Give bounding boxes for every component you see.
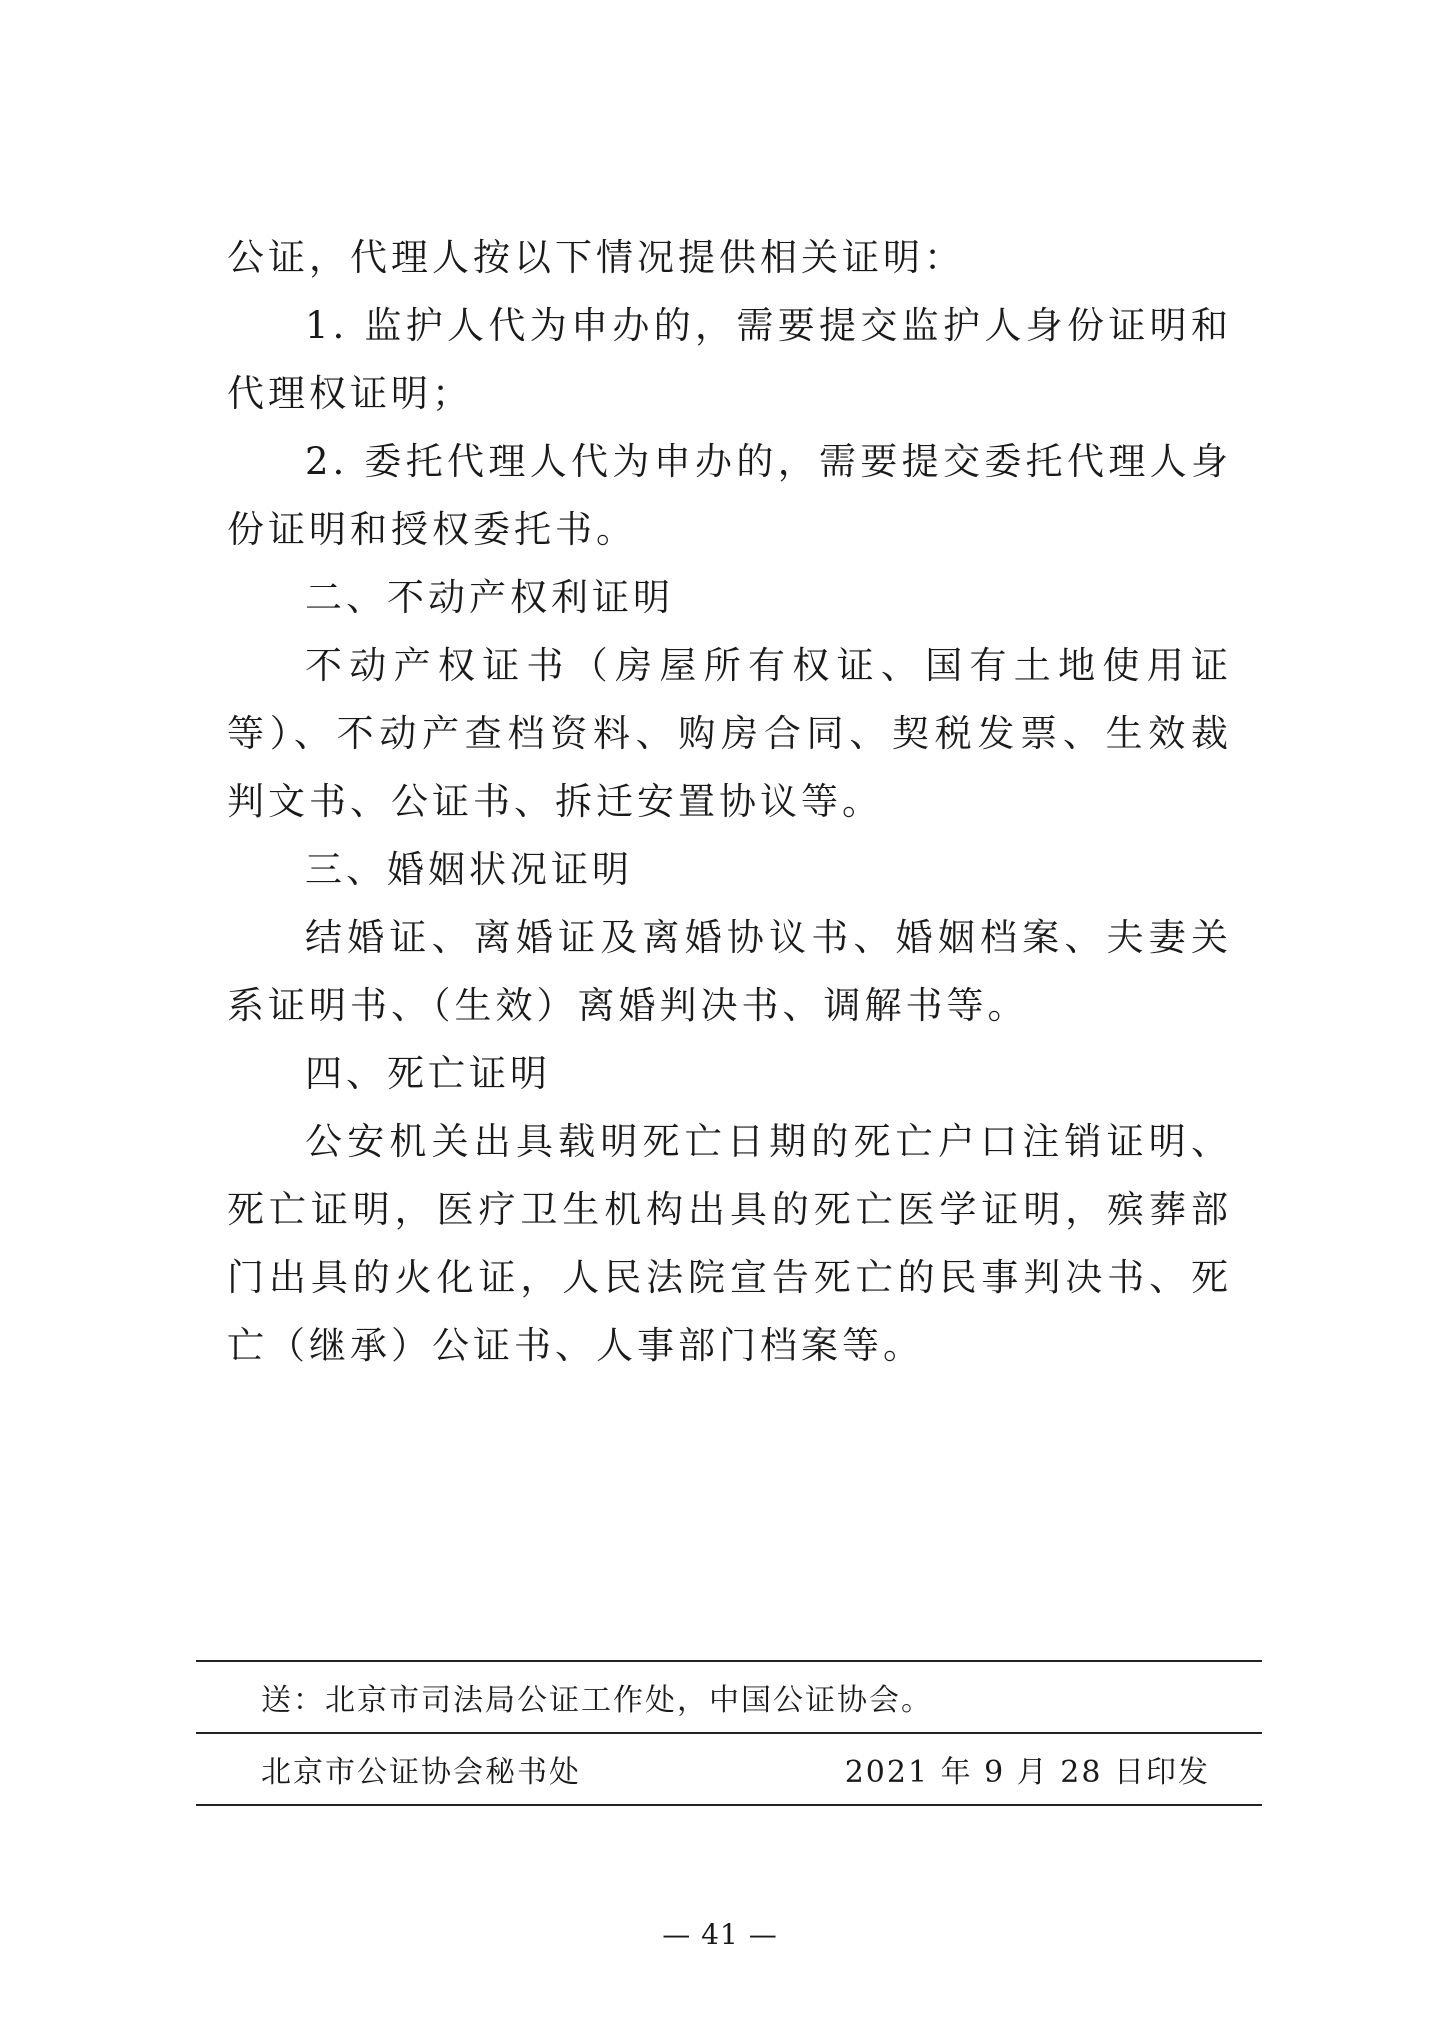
paragraph-death: 公安机关出具载明死亡日期的死亡户口注销证明、死亡证明，医疗卫生机构出具的死亡医学证明，殡葬部门出具的火化证，人民法院宣告死亡的民事判决书、死亡（继承）公证书、人事部门档案等。 [227, 1120, 1232, 1367]
footer-issue-date: 2021 年 9 月 28 日印发 [844, 1755, 1210, 1790]
paragraph-continuation: 公证，代理人按以下情况提供相关证明： [227, 236, 965, 279]
footer-send-to: 送：北京市司法局公证工作处，中国公证协会。 [261, 1683, 933, 1718]
paragraph-property: 不动产权证书（房屋所有权证、国有土地使用证等）、不动产查档资料、购房合同、契税发票、生效裁判文书、公证书、拆迁安置协议等。 [227, 644, 1232, 823]
paragraph-marriage: 结婚证、离婚证及离婚协议书、婚姻档案、夫妻关系证明书、（生效）离婚判决书、调解书等。 [227, 916, 1232, 1027]
footer-send-to-row [196, 1662, 1262, 1732]
section-heading-property: 二、不动产权利证明 [305, 576, 674, 619]
paragraph-item-2: 2. 委托代理人代为申办的，需要提交委托代理人身份证明和授权委托书。 [227, 440, 1232, 551]
section-heading-death: 四、死亡证明 [305, 1052, 551, 1095]
footer-issuer-row [196, 1734, 1262, 1804]
paragraph-item-1: 1. 监护人代为申办的，需要提交监护人身份证明和代理权证明； [227, 304, 1232, 415]
footer-issuer: 北京市公证协会秘书处 [261, 1755, 581, 1790]
document-body [227, 224, 1232, 1380]
page-number: — 41 — [662, 1918, 778, 1951]
section-heading-marriage: 三、婚姻状况证明 [305, 848, 633, 891]
footer-rule-bottom [196, 1804, 1262, 1806]
distribution-footer [196, 1660, 1262, 1806]
